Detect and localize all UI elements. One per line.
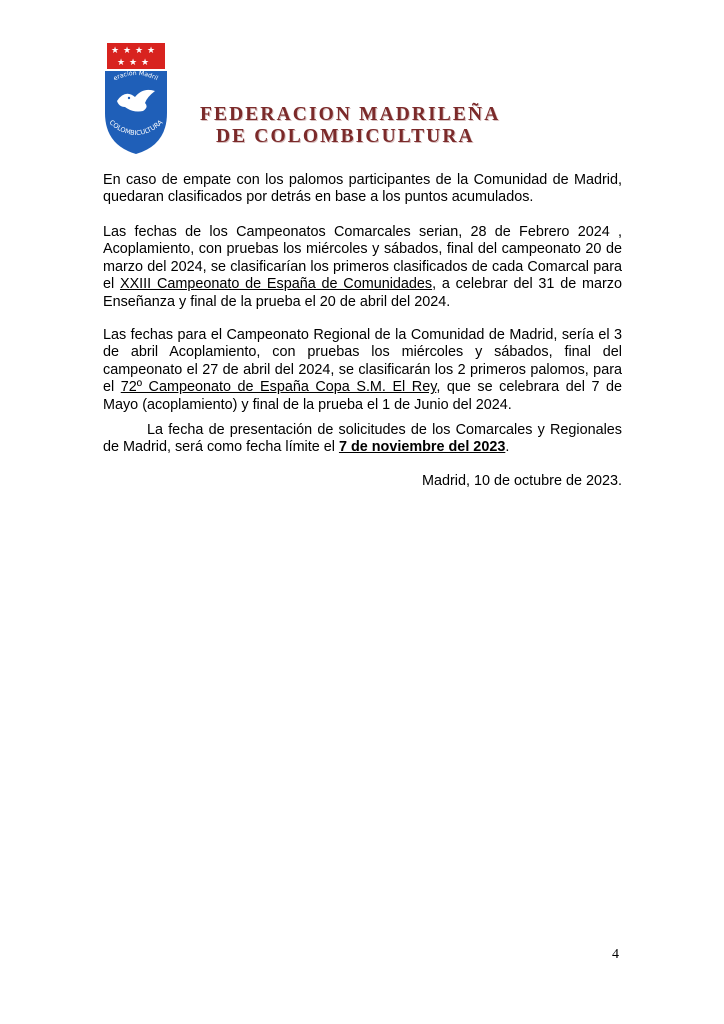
paragraph-comarcal-dates (103, 224, 622, 311)
paragraph-tie-rule: En caso de empate con los palomos participantes de la Comunidad de Madrid, quedaran clasificados por detrás en base a los puntos acumulados. (103, 172, 622, 206)
organization-title (200, 104, 500, 148)
paragraph-deadline (103, 422, 622, 457)
p3-text-a: Las fechas para el Campeonato Regional de la Comunidad de Madrid, sería el 3 de abril Acoplamiento, con pruebas los miércoles y sábados, final del campeonato el 27 de abril del 2024, se clasificarán los 2 primeros palomos, para el (103, 327, 622, 396)
federation-logo (103, 43, 169, 155)
title-line-2: DE COLOMBICULTURA (216, 126, 475, 147)
svg-text:★: ★ (146, 46, 156, 56)
deadline-date: 7 de noviembre del 2023 (338, 439, 506, 456)
logo-text-bottom: COLOMBICULTURA (107, 118, 165, 138)
svg-text:★: ★ (116, 58, 126, 68)
p3-text-b: , que se celebrara del 7 de Mayo (acoplamiento) y final de la prueba el 1 de Junio del 2024. (103, 379, 622, 413)
logo-text-top: eración Madril (112, 69, 160, 83)
signature-date: Madrid, 10 de octubre de 2023. (421, 473, 622, 489)
page-number: 4 (612, 947, 619, 962)
title-line-1: FEDERACION MADRILEÑA (200, 104, 501, 125)
svg-text:★: ★ (122, 46, 132, 56)
svg-text:★: ★ (134, 46, 144, 56)
p4-text-a: La fecha de presentación de solicitudes de los Comarcales y Regionales de Madrid, será como fecha límite el (103, 422, 622, 456)
paragraph-regional-dates (103, 327, 622, 414)
p2-text-a: Las fechas de los Campeonatos Comarcales serian, 28 de Febrero 2024 , Acoplamiento, con pruebas los miércoles y sábados, final del campeonato 20 de marzo del 2024, se clasificarían los primeros clasificados de cada Comarcal para el (103, 224, 622, 293)
copa-rey-title: 72º Campeonato de España Copa S.M. El Rey (120, 379, 437, 396)
svg-text:★: ★ (110, 46, 120, 56)
svg-text:★: ★ (140, 58, 150, 68)
svg-text:★: ★ (128, 58, 138, 68)
campeonato-comunidades-title: XXIII Campeonato de España de Comunidades (119, 276, 433, 293)
p4-text-b: . (505, 439, 510, 456)
p2-text-b: , a celebrar del 31 de marzo Enseñanza y final de la prueba el 20 de abril del 2024. (103, 276, 622, 310)
federation-shield-icon (103, 43, 169, 155)
